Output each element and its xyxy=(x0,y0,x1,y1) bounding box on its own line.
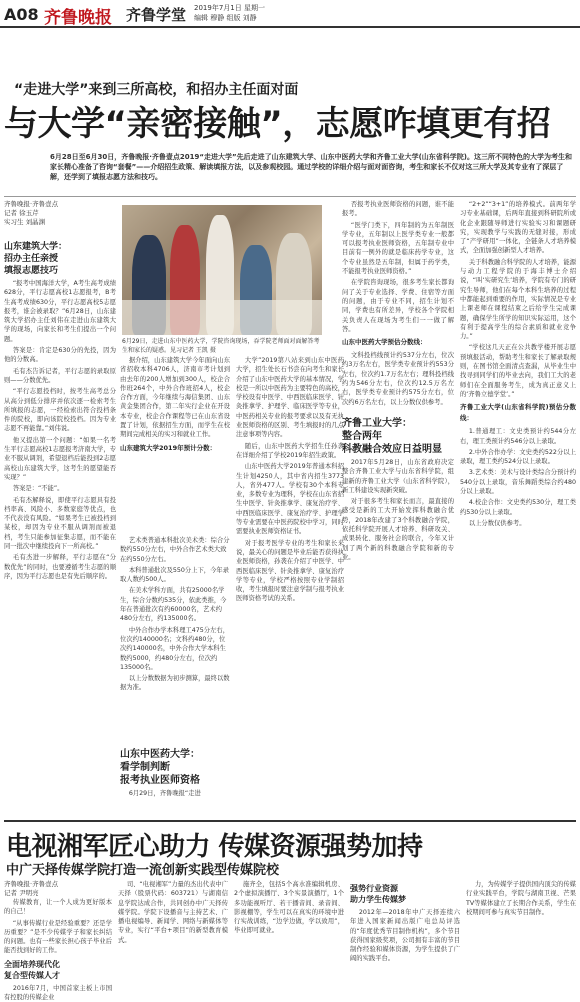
paragraph: 否报考执业医师资格的问题，谁不能报考。 xyxy=(342,201,454,218)
masthead xyxy=(0,0,580,28)
divider xyxy=(4,196,576,197)
score-line: 以上分数仅供参考。 xyxy=(468,519,526,527)
article-column-2 xyxy=(120,356,230,534)
subsection-heading: 山东中医药大学： 看学制判断 报考执业医师资格 xyxy=(120,749,200,786)
paragraph: 6月29日，齐鲁晚报“走进 xyxy=(128,790,201,797)
subsection-heading: 山东建筑大学： 招办主任亲授 填报志愿技巧 xyxy=(4,242,68,276)
second-column-2 xyxy=(118,880,228,992)
second-column-5 xyxy=(466,880,576,992)
paragraph: 对于很多考生和家长而言，最直接的感受是新的工大开始发挥科教融合优势，2018年改建了3个科教融合学院，依托科学院开展人才培养、科研攻关、成果转化、服务社会的联合，今年又计划了两个新的科教融合学院和新的专业。 xyxy=(342,498,454,561)
subsection-heading: 齐鲁工业大学： 整合两年 科教融合效应日益明显 xyxy=(342,417,442,455)
paragraph: 施齐全，包括5个高水准编辑机房、2个虚拟演播厅、3个实景演播厅，1个多功能视听厅、若干播音间、录音间、影视棚等，学生可以在真实的环境中进行实战训练，“边学边做，学以致用”，毕业即可就业。 xyxy=(234,881,344,935)
score-line: 3.艺术类：美术与设计类综合分预计约540分以上录取，音乐舞蹈类综合约480分以上录取。 xyxy=(460,469,576,496)
issue-date: 2019年7月1日 星期一 xyxy=(194,4,265,12)
paragraph: 2017年5月28日，山东省政府决定整合齐鲁工业大学与山东省科学院，组建新的齐鲁工业大学（山东省科学院），新工科建设实现新突破。 xyxy=(342,458,454,494)
paragraph: “平行志愿投档时，按考生高考总分从高分到低分排序并依次逐一检索考生所填报的志愿，一经检索出符合投档条件的院校，即向该院校投档。因为专业志愿不再能靠。”刘伟说。 xyxy=(4,388,116,433)
second-column-3 xyxy=(234,880,344,992)
score-heading: 山东建筑大学2019年预计分数： xyxy=(120,443,217,452)
news-photo xyxy=(122,205,322,335)
top-story-byline: 齐鲁晚报·齐鲁壹点 记者 徐玉芹 实习生 刘晶渊 xyxy=(4,200,59,226)
paragraph: 毛有杰告诉记者，平行志愿的录取原则——分数优先。 xyxy=(4,367,116,384)
paragraph: “医学门类下，四年制的为五年制医学专业，五年制以上医学类专业一般都可以报考执业医师资格，五年制专业中目前有一例外的就是临床药学专业，这个专业虽然是五年制，但属于药学类，不能报考执业医师资格。” xyxy=(342,221,454,276)
paragraph: 2016年7月，中国首家主板上市国有控股的传媒企业 xyxy=(4,984,112,1002)
article-column-4 xyxy=(342,200,454,816)
score-line: 在美术学科方面，共有25000名学生，综合分数约535分，依此类推，今年在普通批次有约60000名，艺术约480分左右，约135000名。 xyxy=(120,587,227,623)
second-column-4 xyxy=(350,880,460,992)
photo-caption: 6月29日，走进山东中医药大学，学院咨询现场，吞学院老师面对面解答考生和家长的疑惑。见习记者 王凯 摄 xyxy=(122,338,320,354)
paragraph: 在学院咨询现场，很多考生家长都询问了关于专业选择、学费、住宿等方面的问题，由于专业不同，招生计划不同，学费也有所差异，学校各个学院相关负责人在现场为考生们一一做了解答。 xyxy=(342,279,454,333)
paragraph: “2+2”“3+1”的培养模式。前两年学习专业基础课，后两年直接到科研院所或化企业跟随导师进行实验实习和课题研究，实现教学与实践的无缝对接，形成了“产学研用”一体化，全链条人才培养模式，全面加强创新型人才培养。 xyxy=(460,201,576,255)
score-line: 本科普通批次及550分上下，今年录取人数约500人。 xyxy=(120,566,229,584)
top-story-deck: 6月28日至6月30日，齐鲁晚报·齐鲁壹点2019“走进大学”先后走进了山东建筑大学、山东中医药大学和齐鲁工业大学(山东省科学院)。这三所不同特色的大学为考生和家长精心准备了咨询“套餐”——介绍招生政策、解读填报方法，以及参观校园。通过学校的详细介绍与面对面咨询，考生和家长不仅对这三所大学及其专业有了深层了解，还学到了填报志愿方法和技巧。 xyxy=(50,153,572,181)
paragraph: 毛有杰解释说，即使平行志愿具有投档率高、风险小、多数家庭等优点，也不代表没有风险。“如果考生已被投档到某校，却因为专业不服从调剂而被退档，考生只能参加征集志愿，而不能在同一批次中继续投向下一所高校。” xyxy=(4,496,116,551)
paragraph: 2012年—2018年中广天择连续六年进入国家新闻出版广电总局评选的“年度优秀节目制作机构”，多个节目获得国家级奖项，公司拥有丰富的节目制作经验和媒体资源，为学生提供了广阔的实践平台。 xyxy=(350,909,460,963)
article-column-2b xyxy=(120,744,230,816)
subsection-heading: 全面培养现代化 复合型传媒人才 xyxy=(4,959,60,980)
masthead-meta xyxy=(194,3,265,23)
paragraph: 传媒教育，让一个人成为更好版本的自己！ xyxy=(4,899,112,916)
top-story-kicker: “走进大学”来到三所高校，和招办主任面对面 xyxy=(14,82,299,98)
paragraph: 他又提出第一个问题：“如果一名考生平行志愿高校1志愿报考济南大学，专业不服从调剂，希望退档后能投到2志愿高校山东建筑大学，这考生的愿望能否实现？” xyxy=(4,436,116,481)
score-line: 以上分数数据为初步测算，最终以数据为准。 xyxy=(120,675,230,692)
score-line: 1.普通理工：文史类预计约544分左右，理工类预计约546分以上录取。 xyxy=(460,428,576,445)
paragraph: 据介绍，山东建筑大学今年面向山东省招收本科4706人，济南市考计划到由去年的200人增加到300人，校企合作班264个，中外合作班招4人，校企合作方面，今年继续与海信集团、山东黄金集团合作，第二年实行企业在开设本专业，校企合作课程等已在山东省设置了计划，依据招生方面，而学生在校期间完成相关的实习和就业工作。 xyxy=(120,357,230,439)
score-line: 4.校企合作：文史类约530分，理工类约530分以上录取。 xyxy=(460,499,576,516)
second-story-subhead: 中广天择传媒学院打造一流创新实践型传媒院校 xyxy=(6,863,280,878)
subsection-heading: 强势行业资源 助力学生传媒梦 xyxy=(350,884,406,904)
score-line: 艺术类普通本科批次美术类：综合分数约550分左右，中外合作艺术类大致在约550分左右。 xyxy=(120,537,230,563)
paragraph: 力，为传媒学子提供国内顶尖的传媒行业实践平台，学院与湖南卫视、芒果TV等媒体建立了长期合作关系，学生在校期间可参与真实节目制作。 xyxy=(466,881,576,916)
second-story-headline: 电视湘军匠心助力 传媒资源强势加持 xyxy=(6,832,423,862)
paragraph: “报考中国海洋大学，A考生高考成绩628分，平行志愿高校1志愿报考，B考生高考成绩630分，平行志愿高校5志愿报考，谁会被录取？”6月28日，山东建筑大学招办主任刘伟在走进山东建筑大学的现场，向家长和考生们提出一个问题。 xyxy=(4,280,116,343)
paragraph: 毛有杰进一步解释，平行志愿在“分数优先”的同时，也要遵循考生志愿的顺序，因为平行志愿也是有先后顺序的。 xyxy=(4,554,116,580)
section-title: 齐鲁学堂 xyxy=(126,6,187,24)
paragraph: “从事传媒行业是经验重要？还是学历重要？”是不少传媒学子和家长纠结的问题。也有一些家长担心孩子毕业后能否找到好的工作。 xyxy=(4,919,112,955)
article-column-5 xyxy=(460,200,576,816)
second-column-1 xyxy=(4,880,112,1002)
divider xyxy=(4,820,576,822)
top-story-headline: 与大学“亲密接触”，志愿咋填更有招 xyxy=(4,104,551,144)
score-line: 文科投档线预计约537分左右，位次约3万名左右，医学类专业预计约553分左右，位次约1.7万名左右；理科投档线约为546分左右，位次约12.5万名左右，医学类专业预计约575分左右，位次约6万名左右，以上分数仅供参考。 xyxy=(342,352,454,406)
score-line: 中外合作办学本科理工475分左右，位次约140000名；文科约480分，位次约140000名，中外合作大学本科生数约5000，约480分左右，位次约135000名。 xyxy=(120,626,229,671)
paragraph: 答案是：肯定是630分的先投，因为他的分数高。 xyxy=(4,347,116,364)
article-column-1 xyxy=(4,200,116,814)
newspaper-logo: 齐鲁晚报 xyxy=(44,8,112,28)
paragraph: “学校这几天正在公共教学楼开展志愿预填报活动，帮助考生和家长了解录取规则，在图书馆全面清点查漏，从毕业生中找寻到同学们的毕业去向，我们工大的老师们在全面服务考生，成为真正意义上的‘齐鲁立德学堂’。” xyxy=(460,344,576,398)
editor-credits: 编辑 穆静 组版 刘静 xyxy=(194,14,257,22)
paragraph: 大学”2019第八站来到山东中医药大学，招生处长石书尝在向考生和家长介绍了山东中医药大学的基本情况，学校是一所以中医药为主要特色的高校，学校设有中医学、中西医临床医学、针灸推拿学、护理学、临床医学等专业，中医药相关专业的报考要求以及有无执业医师资格的区别、考生填报时的几点注意事项等内容。 xyxy=(236,357,344,439)
paragraph: 对于报考医学专业的考生和家长来说，最关心的问题是毕业后能否获得执业医师资格，孙袭在介绍了中医学、中西医临床医学、针灸推拿学、康复治疗学等专业，学校严格按照专业学制招收，考生填报时要注意学制与报考执业医师资格考试的关系。 xyxy=(236,539,344,603)
page-number: A08 xyxy=(4,5,39,24)
score-heading: 山东中医药大学预估分数线： xyxy=(342,338,427,347)
paragraph: 答案是：“不能”。 xyxy=(12,485,64,493)
paragraph: 随后，山东中医药大学招生任孙袭在详细介绍了学校2019年招生政策。 xyxy=(236,442,344,459)
paragraph: 山东中医药大学2019年普通本科招生计划4250人，其中省内招生3773人，省外477人。学校有30个本科专业，多数专业为理科，学校在山东省招生中医学、针灸推拿学、康复治疗学、中西医临床医学、康复治疗学、护理学等专业需要在中医药院校中学习，同时需要执业医师资格证书。 xyxy=(236,463,344,536)
paragraph: 关于科教融合科学院的人才培养，能源与动力工程学院的于海丰博士介绍说，“叫‘实研究生’培养，学院有专门的研究生导师，他们在每个本科生培养的过程中都能起到重要的作用，实际情况是专业上课老师在课程结束之后给学生完成课题，确保学生所学的知识实际运用，这个有利于提高学生的综合素质和就业竞争力。” xyxy=(460,258,576,341)
article-column-3 xyxy=(236,356,344,816)
score-heading: 齐鲁工业大学(山东省科学院)预估分数线： xyxy=(460,403,576,423)
score-line: 2.中外合作办学：文史类约522分以上录取，理工类约524分以上录取。 xyxy=(460,448,576,466)
second-story-byline: 齐鲁晚报·齐鲁壹点 记者 尹明亮 xyxy=(4,880,59,897)
paragraph: 司、“电视湘军”力量的杰出代表中广天择（股票代码：603721）与湖南信息学院达成合作，共同创办中广天择传媒学院。学院下设播音与主持艺术、广播电视编导、新闻学、网络与新媒体等专业，实行“平台+项目”的新型教育模式。 xyxy=(118,881,228,944)
score-list xyxy=(120,536,230,742)
